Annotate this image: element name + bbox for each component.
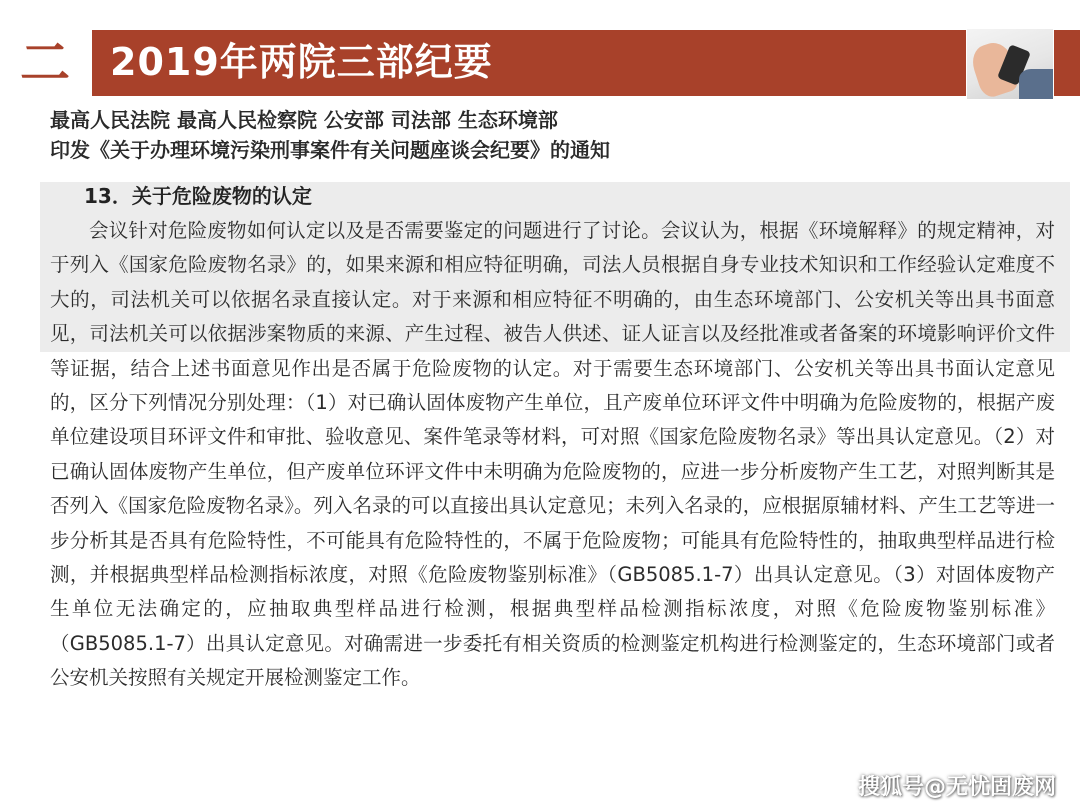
sleeve-shape <box>1019 69 1054 100</box>
section-number: 二 <box>20 34 70 92</box>
notice-title-line: 印发《关于办理环境污染刑事案件有关问题座谈会纪要》的通知 <box>50 138 610 162</box>
section-body-text: 会议针对危险废物如何认定以及是否需要鉴定的问题进行了讨论。会议认为，根据《环境解释》的规定精神，对于列入《国家危险废物名录》的，如果来源和相应特征明确，司法人员根据自身专业技术知识和工作经验认定难度不大的，司法机关可以依据名录直接认定。对于来源和相应特征不明确的，由生态环境部门、公安机关等出具书面意见，司法机关可以依据涉案物质的来源、产生过程、被告人供述、证人证言以及经批准或者备案的环境影响评价文件等证据，结合上述书面意见作出是否属于危险废物的认定。对于需要生态环境部门、公安机关等出具书面认定意见的，区分下列情况分别处理：（1）对已确认固体废物产生单位，且产废单位环评文件中明确为危险废物的，根据产废单位建设项目环评文件和审批、验收意见、案件笔录等材料，可对照《国家危险废物名录》等出具认定意见。（2）对已确认固体废物产生单位，但产废单位环评文件中未明确为危险废物的，应进一步分析废物产生工艺，对照判断其是否列入《国家危险废物名录》。列入名录的可以直接出具认定意见；未列入名录的，应根据原辅材料、产生工艺等进一步分析其是否具有危险特性，不可能具有危险特性的，不属于危险废物；可能具有危险特性的，抽取典型样品进行检测，并根据典型样品检测指标浓度，对照《危险废物鉴别标准》（GB5085.1-7）出具认定意见。（3）对固体废物产生单位无法确定的，应抽取典型样品进行检测，根据典型样品检测指标浓度，对照《危险废物鉴别标准》（GB5085.1-7）出具认定意见。对确需进一步委托有相关资质的检测鉴定机构进行检测鉴定的，生态环境部门或者公安机关按照有关规定开展检测鉴定工作。 <box>50 219 1055 690</box>
section-number-badge <box>0 30 92 96</box>
section-heading: 13．关于危险废物的认定 <box>84 184 312 208</box>
issuers-line: 最高人民法院 最高人民检察院 公安部 司法部 生态环境部 <box>50 108 558 132</box>
watermark: 搜狐号@无忧固废网 <box>857 775 1056 800</box>
title-bar <box>98 30 960 96</box>
hand-phone-photo <box>966 28 1054 100</box>
page-title: 2019年两院三部纪要 <box>110 40 493 84</box>
